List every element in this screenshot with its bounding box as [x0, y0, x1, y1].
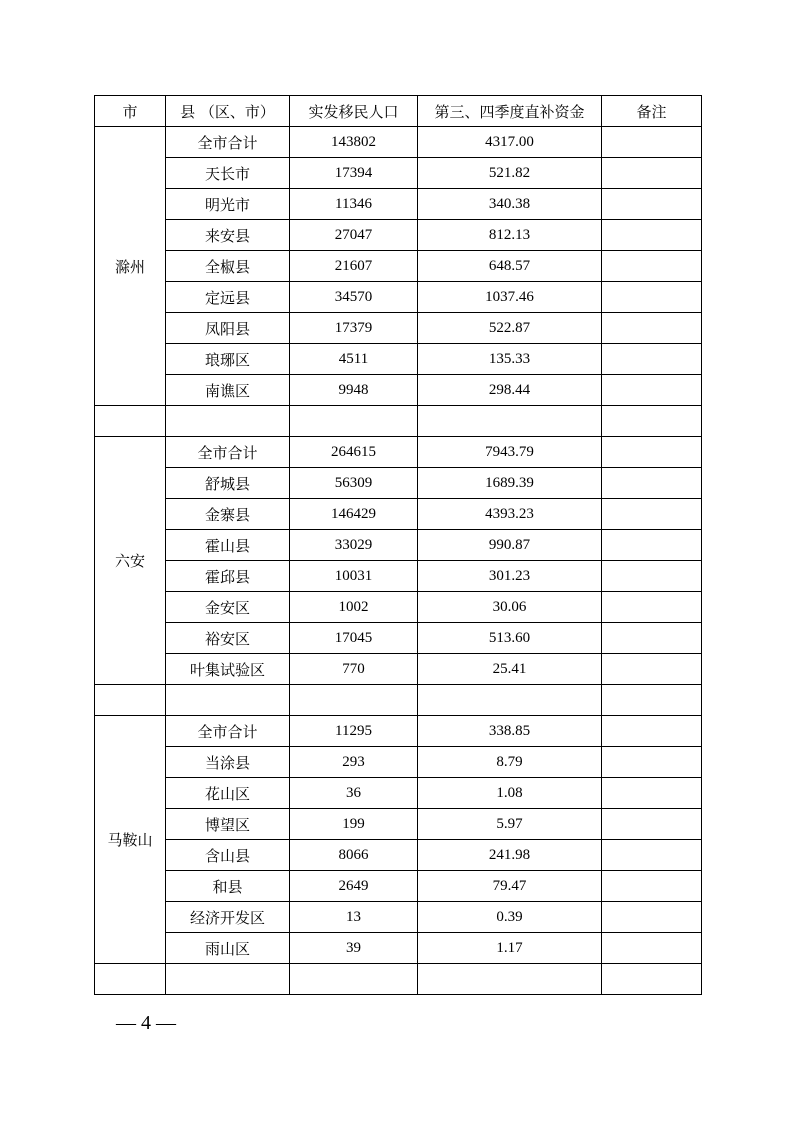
blank-cell — [290, 406, 418, 437]
population-cell: 36 — [290, 778, 418, 809]
county-cell: 明光市 — [166, 189, 290, 220]
population-cell: 264615 — [290, 437, 418, 468]
funds-cell: 30.06 — [418, 592, 602, 623]
note-cell — [602, 561, 702, 592]
population-cell: 17045 — [290, 623, 418, 654]
table-row — [95, 778, 702, 809]
blank-row — [95, 685, 702, 716]
blank-cell — [95, 406, 166, 437]
note-cell — [602, 654, 702, 685]
funds-cell: 25.41 — [418, 654, 602, 685]
table-row — [95, 747, 702, 778]
population-cell: 33029 — [290, 530, 418, 561]
table-row — [95, 313, 702, 344]
population-cell: 293 — [290, 747, 418, 778]
note-cell — [602, 747, 702, 778]
header-city: 市 — [95, 96, 166, 127]
funds-cell: 338.85 — [418, 716, 602, 747]
blank-cell — [418, 685, 602, 716]
funds-cell: 298.44 — [418, 375, 602, 406]
population-cell: 56309 — [290, 468, 418, 499]
blank-cell — [166, 406, 290, 437]
table-row — [95, 499, 702, 530]
table-row — [95, 623, 702, 654]
table-body — [95, 127, 702, 995]
blank-cell — [166, 964, 290, 995]
funds-cell: 4317.00 — [418, 127, 602, 158]
header-county: 县 （区、市） — [166, 96, 290, 127]
funds-cell: 79.47 — [418, 871, 602, 902]
table-row — [95, 220, 702, 251]
county-cell: 当涂县 — [166, 747, 290, 778]
blank-cell — [418, 406, 602, 437]
county-cell: 舒城县 — [166, 468, 290, 499]
table-row — [95, 375, 702, 406]
header-note: 备注 — [602, 96, 702, 127]
population-cell: 2649 — [290, 871, 418, 902]
table-row — [95, 127, 702, 158]
population-cell: 9948 — [290, 375, 418, 406]
funds-cell: 241.98 — [418, 840, 602, 871]
page-number: — 4 — — [116, 1012, 176, 1034]
note-cell — [602, 313, 702, 344]
table-row — [95, 871, 702, 902]
county-cell: 叶集试验区 — [166, 654, 290, 685]
blank-cell — [602, 406, 702, 437]
note-cell — [602, 809, 702, 840]
table-row — [95, 251, 702, 282]
note-cell — [602, 158, 702, 189]
county-cell: 经济开发区 — [166, 902, 290, 933]
county-cell: 定远县 — [166, 282, 290, 313]
note-cell — [602, 592, 702, 623]
note-cell — [602, 251, 702, 282]
population-cell: 10031 — [290, 561, 418, 592]
table-row — [95, 654, 702, 685]
note-cell — [602, 530, 702, 561]
funds-cell: 7943.79 — [418, 437, 602, 468]
table-row — [95, 809, 702, 840]
note-cell — [602, 375, 702, 406]
funds-cell: 301.23 — [418, 561, 602, 592]
blank-cell — [166, 685, 290, 716]
county-cell: 霍邱县 — [166, 561, 290, 592]
population-cell: 13 — [290, 902, 418, 933]
city-cell: 六安 — [95, 437, 166, 685]
funds-cell: 990.87 — [418, 530, 602, 561]
population-cell: 146429 — [290, 499, 418, 530]
note-cell — [602, 127, 702, 158]
county-cell: 金安区 — [166, 592, 290, 623]
note-cell — [602, 623, 702, 654]
table-row — [95, 933, 702, 964]
county-cell: 博望区 — [166, 809, 290, 840]
county-cell: 裕安区 — [166, 623, 290, 654]
population-cell: 199 — [290, 809, 418, 840]
note-cell — [602, 282, 702, 313]
note-cell — [602, 716, 702, 747]
county-cell: 凤阳县 — [166, 313, 290, 344]
funds-cell: 340.38 — [418, 189, 602, 220]
blank-row — [95, 964, 702, 995]
funds-cell: 522.87 — [418, 313, 602, 344]
blank-row — [95, 406, 702, 437]
county-cell: 含山县 — [166, 840, 290, 871]
note-cell — [602, 220, 702, 251]
population-cell: 8066 — [290, 840, 418, 871]
funds-cell: 8.79 — [418, 747, 602, 778]
county-cell: 全市合计 — [166, 127, 290, 158]
blank-cell — [602, 685, 702, 716]
funds-cell: 5.97 — [418, 809, 602, 840]
county-cell: 全市合计 — [166, 437, 290, 468]
county-cell: 全市合计 — [166, 716, 290, 747]
note-cell — [602, 437, 702, 468]
county-cell: 金寨县 — [166, 499, 290, 530]
city-cell: 马鞍山 — [95, 716, 166, 964]
table-row — [95, 902, 702, 933]
allocation-table — [94, 95, 702, 995]
county-cell: 花山区 — [166, 778, 290, 809]
header-funds: 第三、四季度直补资金 — [418, 96, 602, 127]
table-row — [95, 530, 702, 561]
population-cell: 11346 — [290, 189, 418, 220]
population-cell: 770 — [290, 654, 418, 685]
table-row — [95, 282, 702, 313]
funds-cell: 4393.23 — [418, 499, 602, 530]
population-cell: 27047 — [290, 220, 418, 251]
table-row — [95, 158, 702, 189]
county-cell: 琅琊区 — [166, 344, 290, 375]
note-cell — [602, 778, 702, 809]
population-cell: 21607 — [290, 251, 418, 282]
funds-cell: 1037.46 — [418, 282, 602, 313]
table-row — [95, 561, 702, 592]
funds-cell: 1.17 — [418, 933, 602, 964]
header-population: 实发移民人口 — [290, 96, 418, 127]
funds-cell: 521.82 — [418, 158, 602, 189]
funds-cell: 812.13 — [418, 220, 602, 251]
population-cell: 143802 — [290, 127, 418, 158]
funds-cell: 648.57 — [418, 251, 602, 282]
population-cell: 11295 — [290, 716, 418, 747]
note-cell — [602, 344, 702, 375]
note-cell — [602, 871, 702, 902]
table-row — [95, 344, 702, 375]
table-row — [95, 468, 702, 499]
note-cell — [602, 468, 702, 499]
funds-cell: 513.60 — [418, 623, 602, 654]
note-cell — [602, 189, 702, 220]
note-cell — [602, 902, 702, 933]
funds-cell: 135.33 — [418, 344, 602, 375]
table-row — [95, 189, 702, 220]
population-cell: 39 — [290, 933, 418, 964]
population-cell: 4511 — [290, 344, 418, 375]
population-cell: 34570 — [290, 282, 418, 313]
county-cell: 和县 — [166, 871, 290, 902]
county-cell: 霍山县 — [166, 530, 290, 561]
city-cell: 滁州 — [95, 127, 166, 406]
population-cell: 1002 — [290, 592, 418, 623]
blank-cell — [290, 685, 418, 716]
table-row — [95, 840, 702, 871]
county-cell: 全椒县 — [166, 251, 290, 282]
funds-cell: 1689.39 — [418, 468, 602, 499]
population-cell: 17394 — [290, 158, 418, 189]
table-row — [95, 592, 702, 623]
county-cell: 来安县 — [166, 220, 290, 251]
note-cell — [602, 840, 702, 871]
blank-cell — [290, 964, 418, 995]
county-cell: 天长市 — [166, 158, 290, 189]
blank-cell — [95, 964, 166, 995]
note-cell — [602, 933, 702, 964]
blank-cell — [602, 964, 702, 995]
blank-cell — [418, 964, 602, 995]
table-row — [95, 437, 702, 468]
note-cell — [602, 499, 702, 530]
funds-cell: 0.39 — [418, 902, 602, 933]
county-cell: 南谯区 — [166, 375, 290, 406]
funds-cell: 1.08 — [418, 778, 602, 809]
population-cell: 17379 — [290, 313, 418, 344]
table-header-row — [95, 96, 702, 127]
blank-cell — [95, 685, 166, 716]
table-row — [95, 716, 702, 747]
county-cell: 雨山区 — [166, 933, 290, 964]
